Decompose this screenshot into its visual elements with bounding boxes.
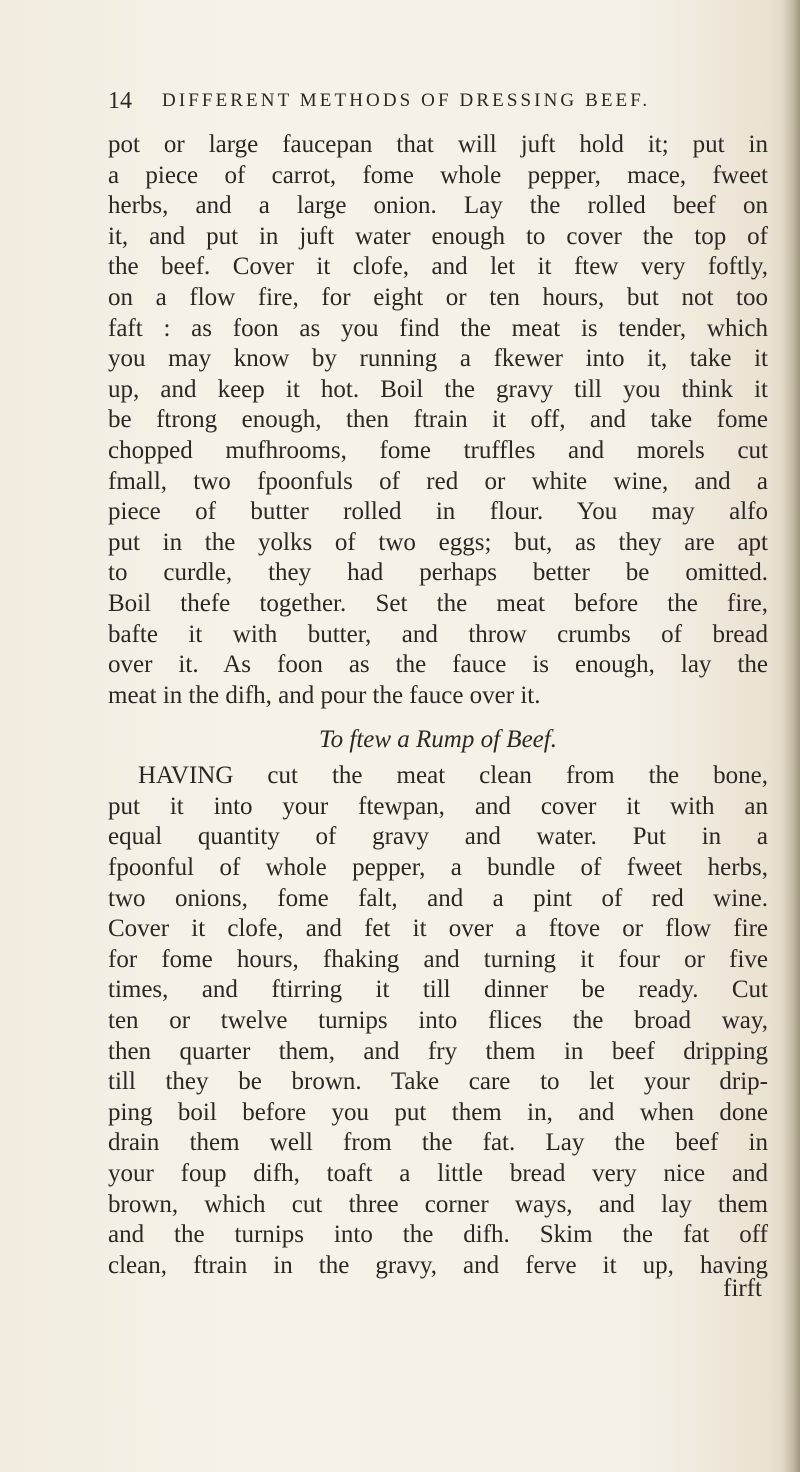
text-line: two onions, fome falt, and a pint of red wine. [108, 884, 768, 912]
text-line: over it. As foon as the fauce is enough, lay the [108, 651, 768, 679]
text-line: fpoonful of whole pepper, a bundle of fweet herbs, [108, 854, 768, 882]
text-line: on a flow fire, for eight or ten hours, but not too [108, 283, 768, 311]
text-line: ten or twelve turnips into flices the broad way, [108, 1007, 768, 1035]
text-line: Cover it clofe, and fet it over a ftove or flow fire [108, 915, 768, 943]
text-line: times, and ftirring it till dinner be ready. Cut [108, 976, 768, 1004]
text-line: drain them well from the fat. Lay the beef in [108, 1129, 768, 1157]
page-edge-shadow [782, 0, 800, 1472]
text-line: faft : as foon as you find the meat is tender, which [108, 314, 768, 342]
text-line: you may know by running a fkewer into it, take it [108, 345, 768, 373]
text-line: fmall, two fpoonfuls of red or white wine, and a [108, 467, 768, 495]
text-line: meat in the difh, and pour the fauce over it. [108, 681, 541, 709]
text-line: bafte it with butter, and throw crumbs of bread [108, 620, 768, 648]
text-line: brown, which cut three corner ways, and lay them [108, 1190, 768, 1218]
text-line: up, and keep it hot. Boil the gravy till you think it [108, 375, 768, 403]
paragraph-stew-rump [108, 761, 768, 1281]
paragraph-rolled-beef [108, 130, 768, 711]
text-line: pot or large faucepan that will juft hold it; put in [108, 131, 768, 158]
text-line: piece of butter rolled in flour. You may alfo [108, 498, 768, 526]
text-line: to curdle, they had perhaps better be omitted. [108, 559, 768, 587]
text-line: it, and put in juft water enough to cover the top of [108, 222, 768, 250]
text-line: chopped mufhrooms, fome truffles and morels cut [108, 436, 768, 464]
running-head [108, 88, 768, 118]
text-line: equal quantity of gravy and water. Put in a [108, 823, 768, 851]
page-number: 14 [108, 88, 132, 114]
text-line: for fome hours, fhaking and turning it four or five [108, 945, 768, 973]
catchword: firft [723, 1275, 762, 1303]
text-line: ping boil before you put them in, and when done [108, 1098, 768, 1126]
text-line: be ftrong enough, then ftrain it off, and take fome [108, 406, 768, 434]
text-line: then quarter them, and fry them in beef dripping [108, 1037, 768, 1065]
text-line: Boil thefe together. Set the meat before the fire, [108, 589, 768, 617]
text-line: herbs, and a large onion. Lay the rolled beef on [108, 192, 768, 220]
text-line: till they be brown. Take care to let your drip- [108, 1068, 768, 1096]
page-body [108, 130, 768, 1301]
text-line: put in the yolks of two eggs; but, as they are apt [108, 528, 768, 556]
text-line: a piece of carrot, fome whole pepper, mace, fweet [108, 161, 768, 189]
recipe-subheading: To ftew a Rump of Beef. [319, 726, 557, 754]
text-line: your foup difh, toaft a little bread very nice and [108, 1160, 768, 1187]
running-title: DIFFERENT METHODS OF DRESSING BEEF. [162, 90, 651, 111]
text-line: and the turnips into the difh. Skim the fat off [108, 1221, 768, 1249]
text-line: put it into your ftewpan, and cover it with an [108, 792, 768, 820]
text-line: HAVING cut the meat clean from the bone, [138, 762, 768, 790]
text-line: the beef. Cover it clofe, and let it ftew very foftly, [108, 253, 768, 281]
text-line: clean, ftrain in the gravy, and ferve it up, having [108, 1251, 768, 1279]
